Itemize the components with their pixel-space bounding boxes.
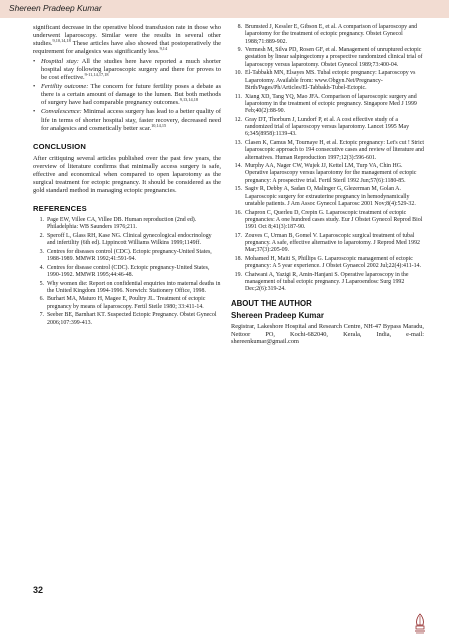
citation: 10,14,15 [151, 122, 167, 128]
bullet-label: Fertility outcome: [41, 83, 89, 91]
about-author-heading: ABOUT THE AUTHOR [231, 298, 312, 308]
reference-item [231, 47, 424, 69]
references-list [33, 217, 221, 327]
reference-text: Zouves C, Urman B, Gomel V. Laparoscopic surgical treatment of tubal pregnancy. A safe, effective alternative to laparotomy. J Reprod Med 1992 Mar;37(3):205-09. [245, 232, 420, 254]
references-heading: REFERENCES [33, 203, 87, 213]
reference-number: 16. [234, 209, 242, 216]
bullet-item [33, 58, 221, 82]
reference-number: 5. [39, 280, 44, 287]
bullet-text: All the studies here have reported a much shorter hospital stay following laparoscopic surgery and there for proves to be cost effective. [41, 58, 221, 82]
running-head: Shereen Pradeep Kumar [9, 3, 102, 13]
reference-item [231, 94, 424, 116]
reference-number: 1. [39, 216, 44, 223]
bullet-list [33, 58, 221, 132]
reference-number: 19. [234, 271, 242, 278]
reference-number: 17. [234, 232, 242, 239]
reference-item [231, 24, 424, 46]
reference-item [231, 140, 424, 162]
reference-item [231, 210, 424, 232]
reference-text: Clasen K, Camus M, Tournaye H, et al. Ectopic pregnancy: Let's cut ! Strict laparoscopic approach to 194 consecutive cases and review of literature and alternatives. Human Reproduction 1997;12(3):596-601. [245, 139, 425, 161]
reference-number: 10. [234, 70, 242, 77]
reference-text: Sagiv R, Debby A, Sadan O, Malinger G, Glezerman M, Golan A. Laparoscopic surgery for extrauterine pregnancy in hemodynamically unstable patients. J Am Assoc Gynecol Laparosc 2001 Nov;8(4):529-32. [245, 186, 416, 207]
reference-text: Chapron C, Querleu D, Crepin G. Laparoscopic treatment of ectopic pregnancies: A one hundred cases study. Eur J Obstet Gynecol Reprod Biol 1991 Oct 8;41(3):187-90. [245, 209, 423, 231]
conclusion-heading: CONCLUSION [33, 141, 87, 151]
reference-text: Murphy AA, Nager CW, Wujek JJ, Kettel LM, Turp VA, Chin HG. Operative laparoscopy versus laparotomy for the management of ectopic pregnancy: A prospective trial. Fertil Steril 1992 Jun;57(6):1180-85. [245, 163, 417, 184]
right-column [231, 24, 424, 346]
reference-number: 12. [234, 116, 242, 123]
reference-text: Speroff L, Glass RH, Kase NG. Clinical gynecological endocrinology and infertility (6th ed). Lippincott Williams Wilkins 1999;1149ff. [47, 232, 212, 247]
reference-item [231, 117, 424, 139]
reference-text: Gray DT, Thorburn J, Lundorf P, et al. A cost effective study of a randomized trial of laparoscopy versus laparotomy. Lancet 1995 May 6;345(8958):1139-43. [245, 116, 410, 138]
reference-text: El-Tabbakh MN, Elsayes MS. Tubal ectopic pregnancy: Laparoscopy vs Laparotomy. Available from: www.Obgyn.Net/Pregnancy-Birth/Pages/Ph/Articles/El-Tabbakh-Tubel-Ectopic. [245, 70, 416, 91]
reference-number: 13. [234, 139, 242, 146]
reference-text: Xiang XD, Tang YQ, Mao JFA. Comparison of laparoscopic surgery and laparotomy in the treatment of ectopic pregnancy. Singapore Med J 1999 Feb;40(2):88-90. [245, 93, 417, 115]
reference-text: Burhart MA, Maturo H, Magee E, Poultry JL. Treatment of ectopic pregnancy by means of laparoscopy. Fertil Steile 1980; 33:411-14. [47, 296, 206, 310]
intro-paragraph [33, 24, 221, 56]
author-name: Shereen Pradeep Kumar [231, 310, 324, 320]
bullet-item [33, 83, 221, 107]
reference-number: 3. [39, 248, 44, 255]
reference-item [33, 249, 221, 264]
reference-item [231, 70, 424, 92]
reference-item [33, 233, 221, 248]
references-list-continued [231, 24, 424, 294]
reference-text: Vermesh M, Silva PD, Rosen GF, et al. Management of unruptured ectopic gestation by linear salpingectomy a prospective randomized clinical trial of laparoscopy versus laparotomy. Obstet Gynecol 1989;73:400-04. [245, 47, 423, 68]
reference-item [231, 233, 424, 255]
page-number: 32 [33, 585, 44, 595]
conclusion-text: After critiquing several articles published over the past few years, the overview of literature confirms that minimally access surgery is safe, effective and economical when compared to open laparotomy as the surgical treatment for ectopic pregnancy. It should be considered as the gold standard method in managing ectopic pregnancies. [33, 154, 221, 194]
citation: 9,13,14,18 [179, 97, 199, 103]
reference-text: Brumsted J, Kessler E, Gibson E, et al. A comparison of laparoscopy and laparotomy for the treatment of ectopic pregnancy. Obstet Gynecol 1988;71:889-902. [245, 24, 418, 45]
bullet-label: Convalescence: [41, 108, 82, 116]
reference-item [33, 217, 221, 232]
reference-item [33, 281, 221, 296]
reference-number: 14. [234, 163, 242, 170]
reference-text: Seeber BE, Barnhart KT. Suspected Ectopic Pregnancy. Obstet Gynecol 2006;107:399-413. [47, 312, 217, 326]
intro-text-tail: These articles have also showed that postoperatively the requirement for analgesics was significantly less. [33, 40, 221, 56]
reference-number: 6. [39, 296, 44, 303]
citation: 9,10,14,18 [52, 37, 71, 43]
bullet-text: The concern for future fertility poses a debate as there is a certain amount of damage to the lumen. But both methods of surgery have had comparable pregnancy outcomes. [41, 83, 221, 107]
reference-number: 15. [234, 186, 242, 193]
reference-item [33, 265, 221, 280]
reference-number: 7. [39, 312, 44, 319]
reference-item [33, 312, 221, 327]
reference-number: 8. [237, 24, 242, 30]
intro-text: significant decrease in the operative blood transfusion rate in those who underwent laparoscopy. Similar were the results in several other studies. [33, 24, 221, 48]
reference-item [33, 296, 221, 311]
reference-text: Mohamed H, Maiti S, Phillips G. Laparoscopic management of ectopic pregnancy: A 5 year experience. J Obstet Gynaecol 2002 Jul;22(4):411-14. [245, 255, 421, 270]
reference-number: 9. [237, 47, 242, 54]
reference-item [231, 163, 424, 185]
bullet-item [33, 108, 221, 132]
citation: 9-11,14,17,18 [84, 72, 109, 78]
reference-item [231, 272, 424, 294]
bullet-text: Minimal access surgery has lead to a better quality of life in terms of shorter hospital stay, faster recovery, decreased need for analgesics and cosmetically better scar. [41, 108, 221, 132]
reference-item [231, 256, 424, 271]
reference-text: Centres for disease control (CDC). Ectopic pregnancy-United States, 1990-1992. MMWR 1995;44:46-48. [47, 264, 210, 278]
bullet-label: Hospital stay: [41, 58, 79, 66]
reference-number: 4. [39, 264, 44, 271]
reference-number: 2. [39, 232, 44, 239]
reference-number: 18. [234, 255, 242, 262]
reference-text: Page EW, Villee CA, Villee DB. Human reproduction (2nd ed). Philadelphia: WB Saunders 1976;211. [47, 216, 197, 231]
left-column [33, 24, 221, 328]
reference-item [231, 186, 424, 208]
reference-text: Why women die: Report on confidential enquiries into maternal deaths in the United Kingdom 1994-1996. Norwich: Stationery Office, 1998. [47, 280, 221, 294]
author-affiliation: Registrar, Lakeshore Hospital and Research Centre, NH-47 Bypass Maradu, Nettoor PO, Kochi-682040, Kerala, India, e-mail: shereenkumar@gmail.com [231, 322, 424, 346]
reference-text: Chatwani A, Yazigi R, Amin-Hanjani S. Operative laparoscopy in the management of tubal ectopic pregnancy. J Laparoendosc Surg 1992 Dec;2(6):319-24. [245, 271, 409, 293]
reference-text: Centres for diseases control (CDC). Ectopic pregnancy-United States, 1988-1989. MMWR 1992;41:591-94. [47, 248, 212, 263]
header-band [0, 0, 449, 18]
citation: 9,14 [159, 46, 168, 51]
reference-number: 11. [234, 93, 242, 100]
publisher-logo-icon [412, 612, 428, 636]
